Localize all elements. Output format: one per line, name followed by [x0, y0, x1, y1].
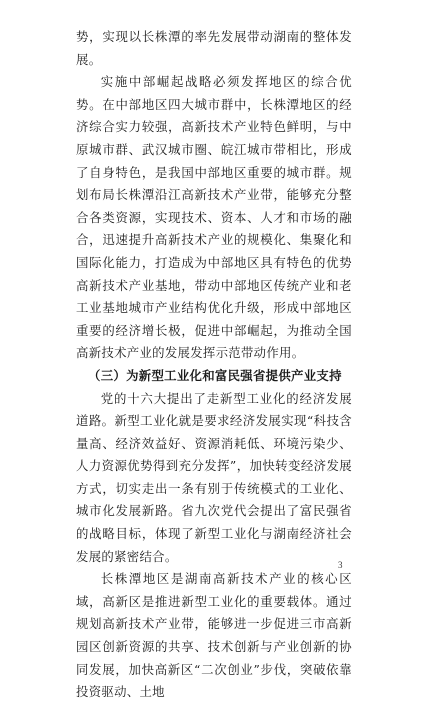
- document-body: [76, 26, 352, 704]
- paragraph-continuation: 势，实现以长株潭的率先发展带动湖南的整体发展。: [76, 29, 352, 67]
- paragraph-central-rise: 实施中部崛起战略必须发挥地区的综合优势。在中部地区四大城市群中，长株潭地区的经济综合实力较强，高新技术产业特色鲜明，与中原城市群、武汉城市圈、皖江城市带相比，形成了自身特色，是我国中部地区重要的城市群。规划布局长株潭沿江高新技术产业带，能够充分整合各类资源，实现技术、资本、人才和市场的融合，迅速提升高新技术产业的规模化、集聚化和国际化能力，打造成为中部地区具有特色的优势高新技术产业基地，带动中部地区传统产业和老工业基地城市产业结构优化升级，形成中部地区重要的经济增长极，促进中部崛起，为推动全国高新技术产业的发展发挥示范带动作用。: [76, 74, 352, 361]
- page-number: 3: [338, 560, 343, 570]
- paragraph-high-tech-zone: 长株潭地区是湖南高新技术产业的核心区域，高新区是推进新型工业化的重要载体。通过规划高新技术产业带，能够进一步促进三市高新园区创新资源的共享、技术创新与产业创新的协同发展，加快高新区“二次创业”步伐，突破依靠投资驱动、土地: [76, 571, 352, 700]
- paragraph-new-industrialization: 党的十六大提出了走新型工业化的经济发展道路。新型工业化就是要求经济发展实现“科技含量高、经济效益好、资源消耗低、环境污染少、人力资源优势得到充分发挥”，加快转变经济发展方式，切实走出一条有别于传统模式的工业化、城市化发展新路。省九次党代会提出了富民强省的战略目标，体现了新型工业化与湖南经济社会发展的紧密结合。: [76, 390, 352, 564]
- section-heading: （三）为新型工业化和富民强省提供产业支持: [88, 367, 342, 383]
